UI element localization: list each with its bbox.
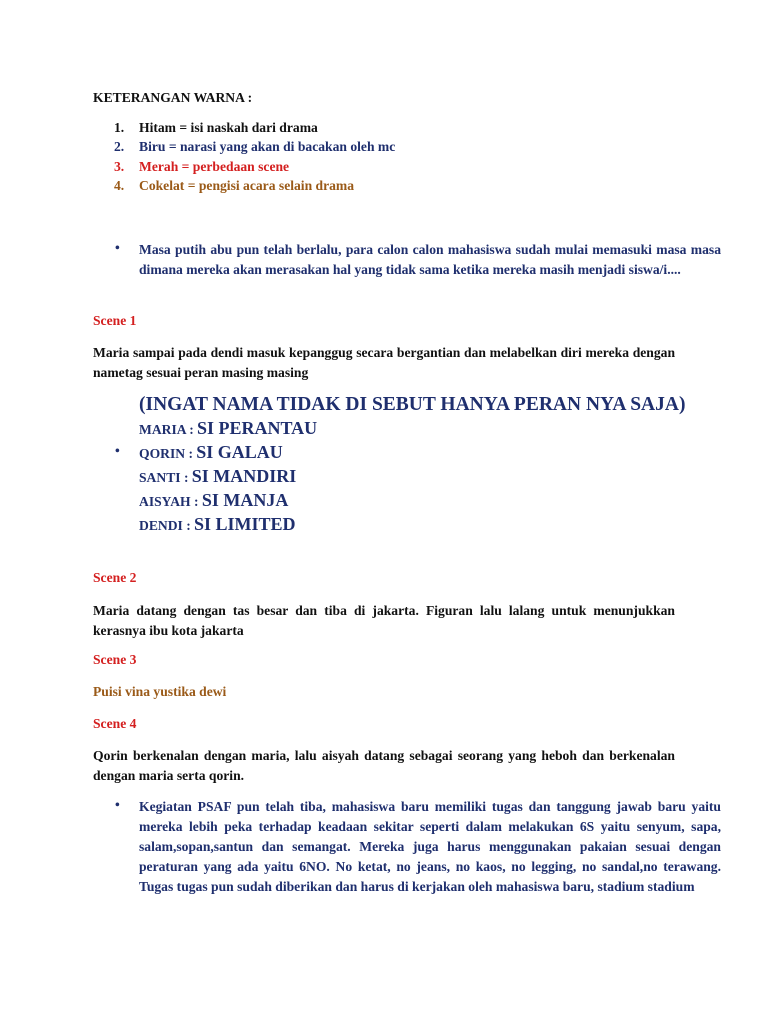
scene-2-text: Maria datang dengan tas besar dan tiba di jakarta. Figuran lalu lalang untuk menunjukkan kerasnya ibu kota jakarta (93, 603, 675, 638)
role-note-title: (INGAT NAMA TIDAK DI SEBUT HANYA PERAN NYA SAJA) (139, 394, 686, 415)
legend-number: 4. (114, 178, 125, 194)
role-item: AISYAH : SI MANJA (139, 490, 289, 510)
bullet-icon: • (115, 240, 120, 255)
legend-number: 2. (114, 139, 125, 155)
role-item: SANTI : SI MANDIRI (139, 466, 297, 486)
scene-2-label: Scene 2 (93, 570, 137, 585)
color-legend-list (93, 118, 675, 196)
scene-3-label: Scene 3 (93, 652, 137, 667)
legend-number: 1. (114, 120, 125, 135)
legend-text: Cokelat = pengisi acara selain drama (139, 178, 355, 194)
legend-item-black (93, 118, 675, 137)
legend-heading: KETERANGAN WARNA : (93, 90, 253, 105)
narration-text: Kegiatan PSAF pun telah tiba, mahasiswa baru memiliki tugas dan tanggung jawab baru yaitu mereka lebih peka terhadap keadaan sekitar seperti dalam melakukan 6S yaitu senyum, sapa, salam,sopan,santun dan semangat. Mereka juga harus menggunakan pakaian sesuai dengan peraturan yang ada yaitu 6NO. No ketat, no jeans, no kaos, no legging, no sandal,no terawang. Tugas tugas pun sudah diberikan dan harus di kerjakan oleh mahasiswa baru, stadium stadium (139, 799, 721, 894)
legend-item-blue (93, 137, 675, 156)
narration-bullet-1 (93, 240, 721, 280)
scene-4-text: Qorin berkenalan dengan maria, lalu aisyah datang sebagai seorang yang heboh dan berkenalan dengan maria serta qorin. (93, 748, 675, 783)
scene-4-label: Scene 4 (93, 716, 137, 731)
bullet-icon: • (115, 797, 120, 812)
legend-item-red (93, 157, 675, 176)
role-list (139, 417, 721, 537)
scene-3-text: Puisi vina yustika dewi (93, 684, 227, 699)
legend-item-brown (93, 176, 675, 195)
scene-1-label: Scene 1 (93, 313, 137, 328)
legend-text: Merah = perbedaan scene (139, 158, 290, 174)
role-item: DENDI : SI LIMITED (139, 514, 296, 534)
role-item: QORIN : SI GALAU (139, 442, 283, 462)
legend-text: Hitam = isi naskah dari drama (139, 120, 318, 135)
narration-bullet-2 (93, 797, 721, 897)
legend-text: Biru = narasi yang akan di bacakan oleh mc (139, 139, 396, 155)
bullet-icon: • (115, 443, 120, 458)
narration-text: Masa putih abu pun telah berlalu, para calon calon mahasiswa sudah mulai memasuki masa masa dimana mereka akan merasakan hal yang tidak sama ketika mereka masih menjadi siswa/i.... (139, 242, 721, 277)
role-note-block (93, 393, 721, 537)
legend-number: 3. (114, 158, 125, 174)
role-item: MARIA : SI PERANTAU (139, 418, 318, 438)
scene-1-text: Maria sampai pada dendi masuk kepanggug secara bergantian dan melabelkan diri mereka dengan nametag sesuai peran masing masing (93, 345, 675, 380)
